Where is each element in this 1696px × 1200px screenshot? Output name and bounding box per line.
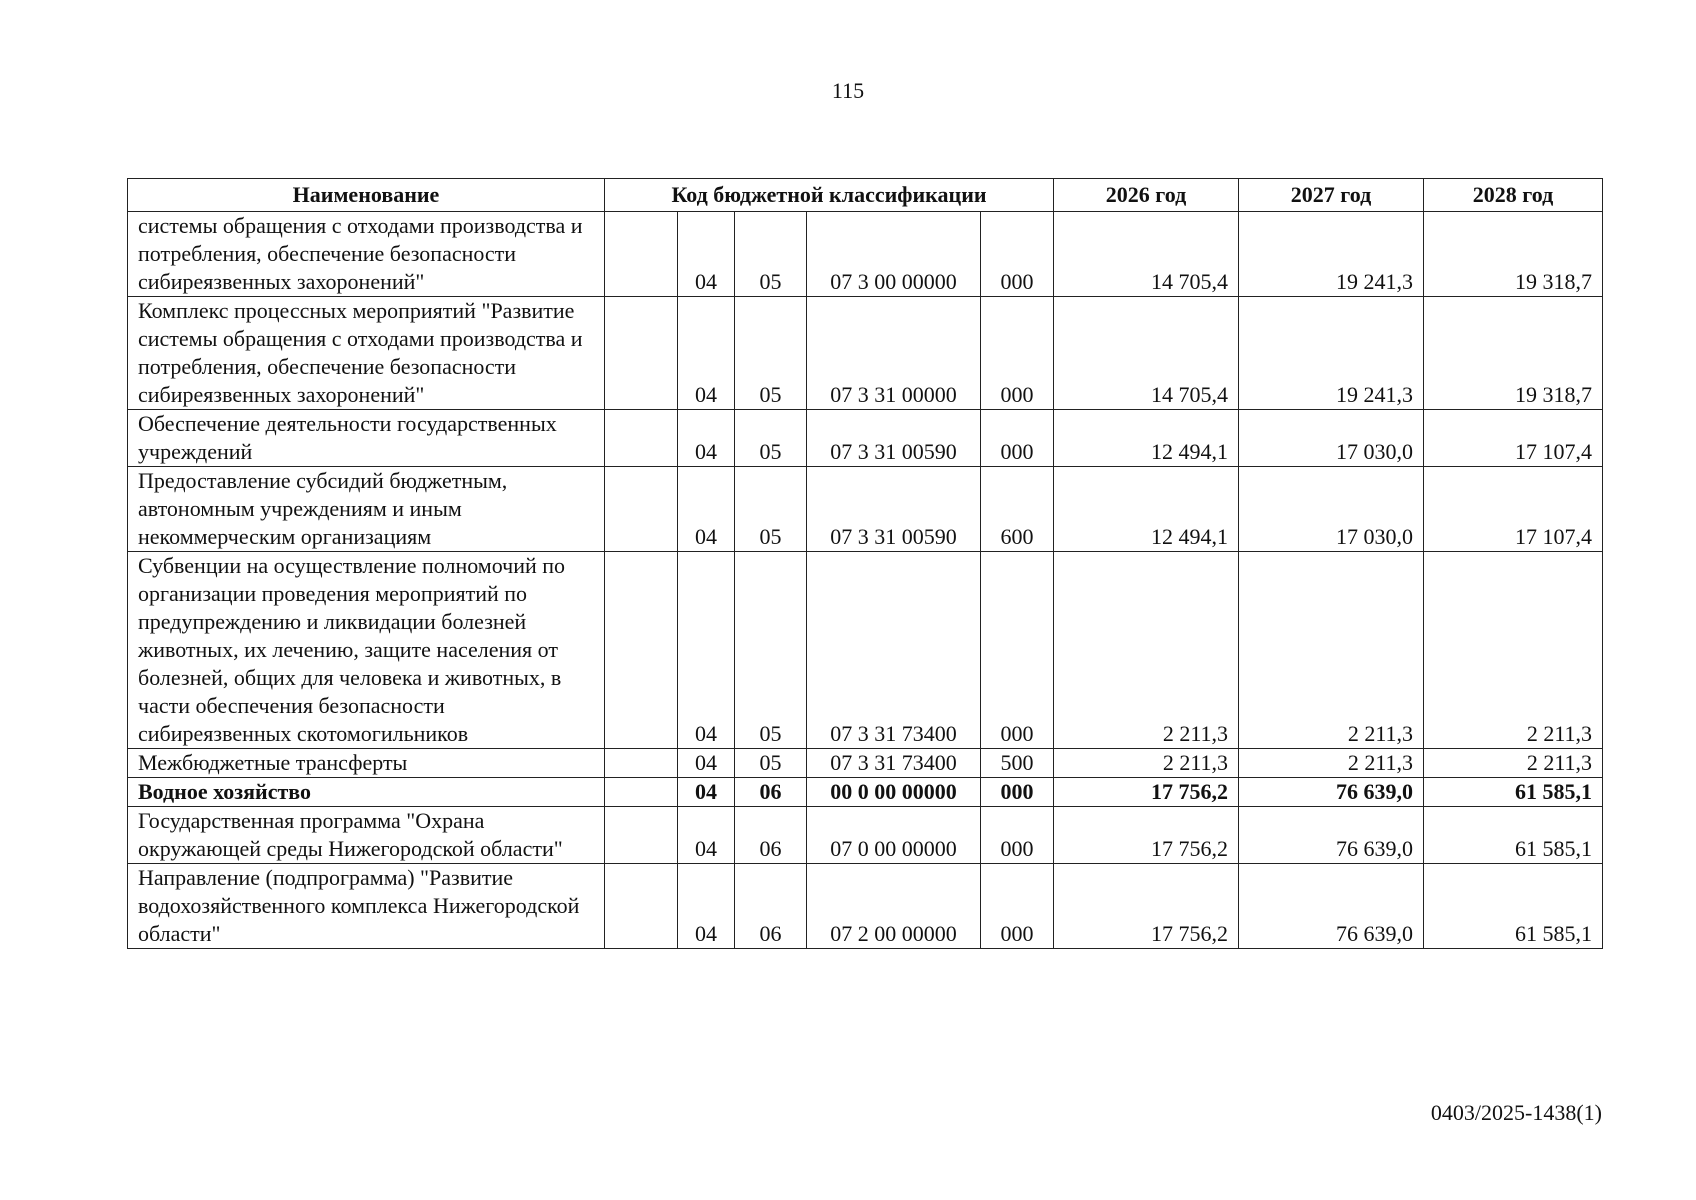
cell-expense-type: 000 bbox=[981, 778, 1054, 807]
cell-amount-2027: 76 639,0 bbox=[1239, 778, 1424, 807]
table-row bbox=[128, 212, 1603, 297]
cell-subsection: 05 bbox=[735, 552, 807, 749]
cell-expense-type: 000 bbox=[981, 864, 1054, 949]
header-name: Наименование bbox=[128, 179, 605, 212]
cell-target-article: 07 3 31 73400 bbox=[807, 749, 981, 778]
cell-amount-2027: 2 211,3 bbox=[1239, 552, 1424, 749]
cell-section: 04 bbox=[678, 410, 735, 467]
cell-amount-2026: 12 494,1 bbox=[1054, 410, 1239, 467]
table-row bbox=[128, 552, 1603, 749]
cell-blank bbox=[605, 749, 678, 778]
header-year-2027: 2027 год bbox=[1239, 179, 1424, 212]
cell-expense-type: 600 bbox=[981, 467, 1054, 552]
cell-target-article: 07 3 31 00590 bbox=[807, 467, 981, 552]
table-header-row bbox=[128, 179, 1603, 212]
budget-table bbox=[127, 178, 1603, 949]
cell-section: 04 bbox=[678, 467, 735, 552]
cell-amount-2028: 17 107,4 bbox=[1424, 467, 1603, 552]
cell-target-article: 07 3 31 00590 bbox=[807, 410, 981, 467]
page-number: 115 bbox=[831, 78, 865, 103]
cell-subsection: 06 bbox=[735, 807, 807, 864]
table-row bbox=[128, 467, 1603, 552]
cell-name: Обеспечение деятельности государственных учреждений bbox=[128, 410, 605, 467]
cell-amount-2028: 61 585,1 bbox=[1424, 778, 1603, 807]
cell-amount-2028: 61 585,1 bbox=[1424, 864, 1603, 949]
cell-name: Водное хозяйство bbox=[128, 778, 605, 807]
cell-section: 04 bbox=[678, 778, 735, 807]
cell-amount-2026: 12 494,1 bbox=[1054, 467, 1239, 552]
cell-subsection: 05 bbox=[735, 212, 807, 297]
cell-subsection: 05 bbox=[735, 410, 807, 467]
cell-name: Межбюджетные трансферты bbox=[128, 749, 605, 778]
cell-section: 04 bbox=[678, 552, 735, 749]
cell-amount-2026: 2 211,3 bbox=[1054, 552, 1239, 749]
header-year-2026: 2026 год bbox=[1054, 179, 1239, 212]
cell-amount-2027: 17 030,0 bbox=[1239, 467, 1424, 552]
cell-name: Субвенции на осуществление полномочий по организации проведения мероприятий по предупреждению и ликвидации болезней животных, их лечению, защите населения от болезней, общих для человека и животных, в части обеспечения безопасности сибиреязвенных скотомогильников bbox=[128, 552, 605, 749]
cell-amount-2027: 76 639,0 bbox=[1239, 807, 1424, 864]
cell-amount-2028: 2 211,3 bbox=[1424, 552, 1603, 749]
cell-blank bbox=[605, 410, 678, 467]
cell-section: 04 bbox=[678, 807, 735, 864]
cell-section: 04 bbox=[678, 212, 735, 297]
cell-expense-type: 000 bbox=[981, 410, 1054, 467]
cell-blank bbox=[605, 552, 678, 749]
cell-amount-2027: 19 241,3 bbox=[1239, 297, 1424, 410]
table-body bbox=[128, 212, 1603, 949]
cell-amount-2028: 17 107,4 bbox=[1424, 410, 1603, 467]
cell-name: Направление (подпрограмма) "Развитие водохозяйственного комплекса Нижегородской области" bbox=[128, 864, 605, 949]
cell-expense-type: 000 bbox=[981, 297, 1054, 410]
table-row bbox=[128, 807, 1603, 864]
cell-section: 04 bbox=[678, 864, 735, 949]
cell-target-article: 00 0 00 00000 bbox=[807, 778, 981, 807]
cell-name: системы обращения с отходами производства и потребления, обеспечение безопасности сибиреязвенных захоронений" bbox=[128, 212, 605, 297]
cell-blank bbox=[605, 807, 678, 864]
cell-amount-2027: 2 211,3 bbox=[1239, 749, 1424, 778]
table-row bbox=[128, 778, 1603, 807]
table-row bbox=[128, 297, 1603, 410]
cell-target-article: 07 3 31 00000 bbox=[807, 297, 981, 410]
cell-expense-type: 000 bbox=[981, 807, 1054, 864]
cell-name: Предоставление субсидий бюджетным, автономным учреждениям и иным некоммерческим организациям bbox=[128, 467, 605, 552]
cell-amount-2027: 17 030,0 bbox=[1239, 410, 1424, 467]
cell-amount-2027: 19 241,3 bbox=[1239, 212, 1424, 297]
cell-amount-2028: 19 318,7 bbox=[1424, 297, 1603, 410]
cell-expense-type: 500 bbox=[981, 749, 1054, 778]
cell-amount-2027: 76 639,0 bbox=[1239, 864, 1424, 949]
cell-blank bbox=[605, 297, 678, 410]
document-number: 0403/2025-1438(1) bbox=[1430, 1100, 1602, 1125]
cell-amount-2026: 14 705,4 bbox=[1054, 297, 1239, 410]
cell-section: 04 bbox=[678, 749, 735, 778]
cell-expense-type: 000 bbox=[981, 212, 1054, 297]
cell-target-article: 07 2 00 00000 bbox=[807, 864, 981, 949]
cell-target-article: 07 3 00 00000 bbox=[807, 212, 981, 297]
cell-amount-2026: 17 756,2 bbox=[1054, 778, 1239, 807]
cell-subsection: 05 bbox=[735, 749, 807, 778]
table-row bbox=[128, 864, 1603, 949]
cell-target-article: 07 3 31 73400 bbox=[807, 552, 981, 749]
cell-subsection: 06 bbox=[735, 864, 807, 949]
cell-blank bbox=[605, 467, 678, 552]
cell-name: Государственная программа "Охрана окружающей среды Нижегородской области" bbox=[128, 807, 605, 864]
cell-amount-2026: 2 211,3 bbox=[1054, 749, 1239, 778]
cell-blank bbox=[605, 864, 678, 949]
cell-blank bbox=[605, 778, 678, 807]
cell-amount-2028: 2 211,3 bbox=[1424, 749, 1603, 778]
cell-amount-2026: 17 756,2 bbox=[1054, 807, 1239, 864]
cell-name: Комплекс процессных мероприятий "Развитие системы обращения с отходами производства и потребления, обеспечение безопасности сибиреязвенных захоронений" bbox=[128, 297, 605, 410]
cell-amount-2026: 17 756,2 bbox=[1054, 864, 1239, 949]
cell-amount-2028: 61 585,1 bbox=[1424, 807, 1603, 864]
cell-blank bbox=[605, 212, 678, 297]
cell-subsection: 05 bbox=[735, 297, 807, 410]
header-code: Код бюджетной классификации bbox=[605, 179, 1054, 212]
cell-target-article: 07 0 00 00000 bbox=[807, 807, 981, 864]
cell-amount-2028: 19 318,7 bbox=[1424, 212, 1603, 297]
cell-subsection: 05 bbox=[735, 467, 807, 552]
cell-expense-type: 000 bbox=[981, 552, 1054, 749]
cell-amount-2026: 14 705,4 bbox=[1054, 212, 1239, 297]
cell-subsection: 06 bbox=[735, 778, 807, 807]
table-row bbox=[128, 410, 1603, 467]
header-year-2028: 2028 год bbox=[1424, 179, 1603, 212]
cell-section: 04 bbox=[678, 297, 735, 410]
table-row bbox=[128, 749, 1603, 778]
